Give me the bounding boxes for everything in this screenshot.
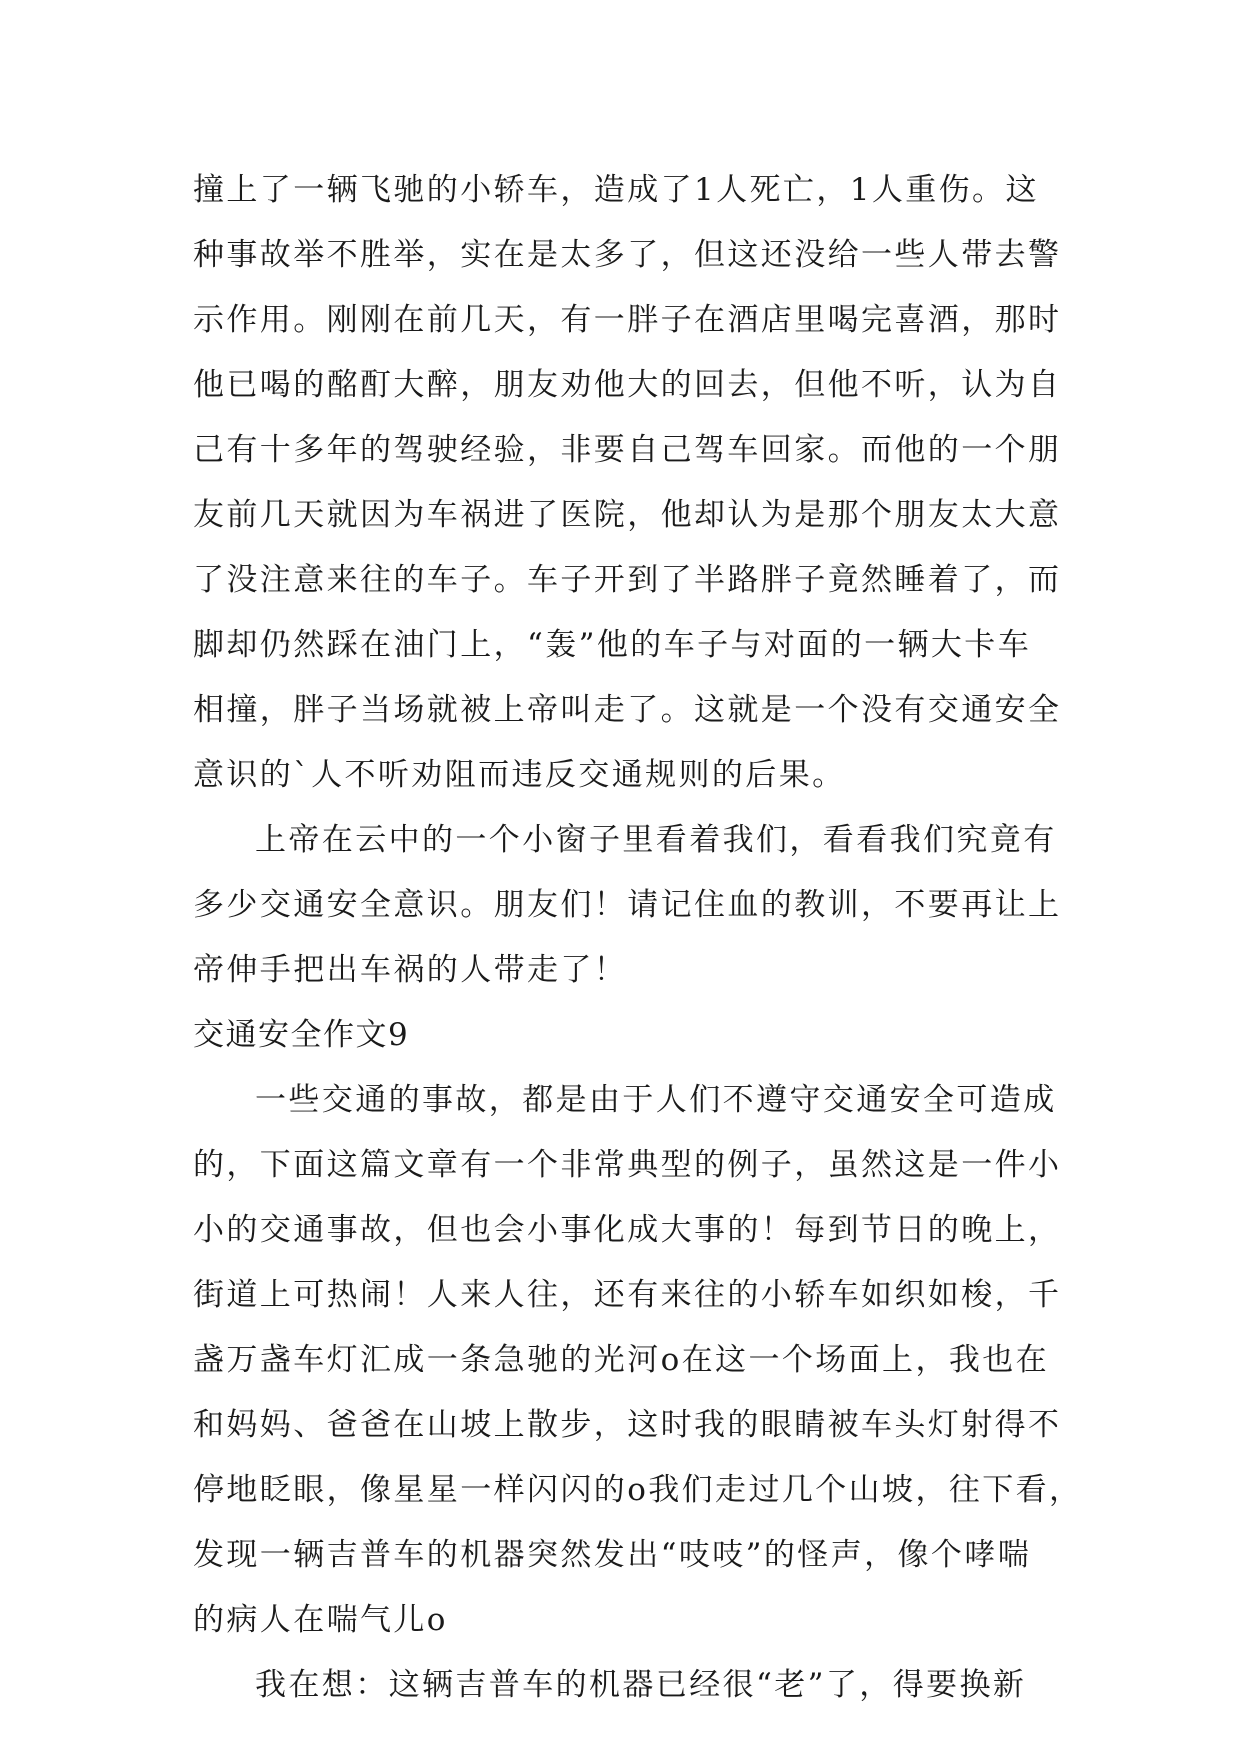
text-line: 街道上可热闹！人来人往，还有来往的小轿车如织如梭，千 [193, 1277, 1062, 1313]
text-line: 撞上了一辆飞驰的小轿车，造成了1人死亡，1人重伤。这 [193, 172, 1039, 208]
paragraph-start-line: 一些交通的事故，都是由于人们不遵守交通安全可造成 [255, 1082, 1057, 1118]
paragraph-start-line: 我在想：这辆吉普车的机器已经很“老”了，得要换新 [255, 1667, 1027, 1703]
text-line: 友前几天就因为车祸进了医院，他却认为是那个朋友太大意 [193, 497, 1062, 533]
text-line: 他已喝的酩酊大醉，朋友劝他大的回去，但他不听，认为自 [193, 367, 1062, 403]
text-line: 种事故举不胜举，实在是太多了，但这还没给一些人带去警 [193, 237, 1062, 273]
text-line: 己有十多年的驾驶经验，非要自己驾车回家。而他的一个朋 [193, 432, 1062, 468]
text-line: 示作用。刚刚在前几天，有一胖子在酒店里喝完喜酒，那时 [193, 302, 1062, 338]
text-line: 的病人在喘气儿o [193, 1602, 448, 1638]
document-body [193, 158, 1083, 1718]
text-line: 意识的`人不听劝阻而违反交通规则的后果。 [193, 757, 846, 793]
text-line: 帝伸手把出车祸的人带走了！ [193, 952, 628, 988]
text-line: 相撞，胖子当场就被上帝叫走了。这就是一个没有交通安全 [193, 692, 1062, 728]
text-line: 盏万盏车灯汇成一条急驰的光河o在这一个场面上，我也在 [193, 1342, 1050, 1378]
text-line: 了没注意来往的车子。车子开到了半路胖子竟然睡着了，而 [193, 562, 1062, 598]
text-line: 发现一辆吉普车的机器突然发出“吱吱”的怪声，像个哮喘 [193, 1537, 1032, 1573]
text-line: 的，下面这篇文章有一个非常典型的例子，虽然这是一件小 [193, 1147, 1062, 1183]
text-line: 小的交通事故，但也会小事化成大事的！每到节日的晚上， [193, 1212, 1062, 1248]
text-line: 停地眨眼，像星星一样闪闪的o我们走过几个山坡，往下看， [193, 1472, 1083, 1508]
text-line: 和妈妈、爸爸在山坡上散步，这时我的眼睛被车头灯射得不 [193, 1407, 1062, 1443]
text-line: 多少交通安全意识。朋友们！请记住血的教训，不要再让上 [193, 887, 1062, 923]
paragraph-start-line: 上帝在云中的一个小窗子里看着我们，看看我们究竟有 [255, 822, 1057, 858]
text-line: 脚却仍然踩在油门上，“轰”他的车子与对面的一辆大卡车 [193, 627, 1032, 663]
section-heading: 交通安全作文9 [193, 1017, 410, 1053]
